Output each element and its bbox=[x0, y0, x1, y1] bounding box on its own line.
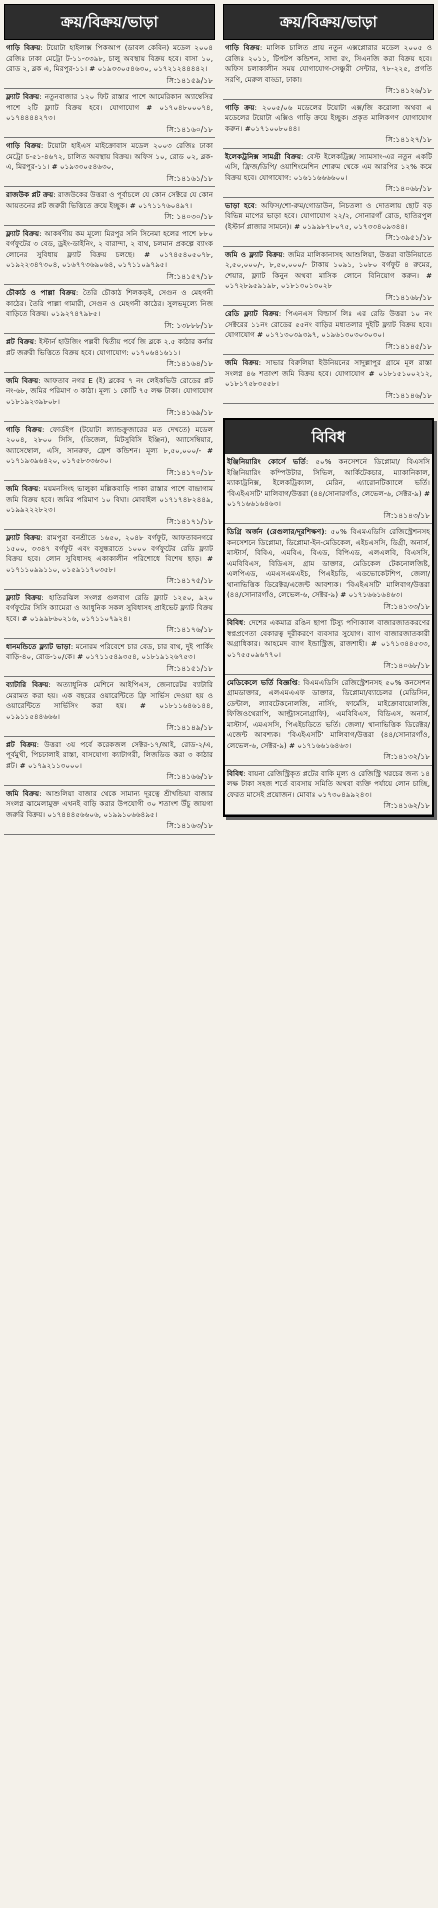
ad-body: : সাভার বিরুলিয়া ইউনিয়নের সাদুল্লাপুর গ্রামে মূল রাস্তা সংলগ্ন ৪৬ শতাংশ জমি বিক্রয় হবে। যোগাযোগ # ০১৮১৫১০০২১২, ০১৮১৭৫৮৩৫৫৮। bbox=[225, 358, 432, 388]
ad-code: সি:১৪১৪৯/১৮ bbox=[166, 723, 213, 732]
misc-section-header: বিবিধ bbox=[225, 420, 432, 454]
ad-text bbox=[227, 678, 430, 752]
ad-text bbox=[6, 642, 213, 663]
ad-title: রাজউক প্লট ক্রয় bbox=[6, 190, 54, 199]
ad-body: : টয়োটা হাইলাক্স পিকআপ (ডাবল কেবিন) মডেল ২০০৪ রেজিঃ ঢাকা মেট্রো ট-১১-৩৩৯৮, চালু অবস্থায় বিক্রয় হবে। বাসা ১০, রোড ২, ব্লক এ, মিরপুর-১১। # ০১৯৩৩০৫৪৬৩০, ০১৭২১২৪৪৪৪২। bbox=[6, 43, 213, 73]
ad-code: সি: ১৩৮৮৮/১৮ bbox=[164, 320, 213, 330]
ad-title: ইলেকট্রনিক্স সামগ্রী বিক্রয় bbox=[225, 151, 301, 161]
ad-code: সি: ১৪০৩০/১৮ bbox=[164, 212, 213, 221]
ad-text bbox=[227, 457, 430, 510]
ad-body: : নতুনবাজার ১২০ ফিট রাস্তার পাশে আমেরিকান অ্যাম্বেসির পাশে ২টি ফ্ল্যাট বিক্রয় হবে। যোগাযোগ # ০১৭০৪৮০০০৭৪, ০১৭৪৪৪৪২৭৩। bbox=[6, 92, 213, 122]
misc-section bbox=[223, 418, 434, 817]
classified-ad bbox=[4, 285, 215, 334]
ad-body: : বায়না রেজিস্ট্রিকৃত প্লটের বাকি মূল্য ও রেজিস্ট্রি খরচের জন্য ১৪ লক্ষ টাকা সহজ শর্তে ব্যবসায় সমিতি অথবা ব্যক্তি পর্যায়ে লোন চাচ্ছি, ফেরত মাসেই প্রয়োজন। মোবাঃ ০১৭৩০৪৯৯২৪৩। bbox=[227, 768, 430, 799]
classified-ad bbox=[225, 454, 432, 524]
classified-ad bbox=[4, 422, 215, 482]
classified-ad bbox=[223, 355, 434, 404]
classified-ad bbox=[223, 247, 434, 307]
ad-title: জমি বিক্রয় bbox=[6, 375, 39, 385]
ad-text bbox=[227, 527, 430, 601]
ad-code: সি:১৪১৬০/১৮ bbox=[166, 124, 213, 134]
ad-body: : ময়মনসিংহ ভালুকা মল্লিকবাড়ি পাকা রাস্তার পাশে বান্দ্রাগাম জমি বিক্রয় হবে। জমির পরিমাণ ১০ বিঘা। মোবাইল ০১৭১৭৪৮২৪৪৯, ০১৯৯২২২৮২৩। bbox=[6, 484, 214, 514]
ad-body: : উত্তরা ৩য় পর্বে করেকজল সেক্টর-১৭/আই, রোড-২/এ, পূর্বমুখী, পিচঢালাই রাস্তা, বাসযোগ্য ক্যাটাগরী, লিজডিড করা ৩ কাঠার প্লট। # ০১৭৯২১১৩০০০। bbox=[6, 739, 213, 770]
ad-code: সি:১৪১২৭/১৮ bbox=[385, 135, 432, 144]
ad-body: : আশুলিয়া বাজার থেকে সামান্য দূরত্বে শ্রীখন্ডিয়া বাজার সংলগ্ন ঝামেলামুক্ত এখনই বাড়ি করার উপযোগী ৩০ শতাংশ উঁচু জায়গা জরুরি বিক্রয়। ০১৭৪৪৪৫৬৬০৬, ০১৯৯১০৬৬৪৯৫। bbox=[6, 788, 213, 819]
ad-code: সি:১৪১৬৯/১৮ bbox=[166, 408, 213, 417]
classified-ad bbox=[223, 306, 434, 355]
classified-ad bbox=[4, 786, 215, 835]
ad-body: : জমির মালিকানাসহ আশুলিয়া, উত্তরা বাউনিয়াতে ২,৫০,০০০/-, ৮,৫০,০০০/- টাকায় ১০৯১, ১০৮০ বর্গফুট ৪ রুমের, শেয়ার, ফ্ল্যাট কিনুন অথবা মাসিক লোনে বিনিয়োগ করুন। # ০১৭২৮৯৫৯১৯৮, ০১৮১৩০১৩০২৮ bbox=[225, 249, 432, 290]
ad-code: সি:১৪১৩২/১৮ bbox=[383, 752, 430, 761]
left-ads-list bbox=[4, 40, 215, 835]
classified-ad bbox=[4, 89, 215, 138]
ad-text bbox=[225, 103, 432, 135]
ad-text bbox=[6, 425, 213, 467]
classified-ad bbox=[225, 615, 432, 675]
right-section-header: ক্রয়/বিক্রয়/ভাড়া bbox=[223, 4, 434, 40]
ad-body: : মালিক চালিত প্রায় নতুন এক্সপ্লোরার মডেল ২০০৫ ও রেজিঃ ২০১১, টিপটপ কন্ডিশন, সাদা রং, সিএনজি করা বিক্রয় হবে। অফিস চলাকালীন সময় যোগাযোগ-সেঞ্চুরী সেন্টার, ৭৮-২২৫, প্রগতি সরণি, মেরুল বাড্ডা, ঢাকা। bbox=[225, 43, 432, 84]
ad-title: ব্যাটারি বিক্রয় bbox=[6, 680, 49, 689]
ad-text bbox=[6, 229, 213, 271]
ad-title: গাড়ি বিক্রয় bbox=[6, 43, 41, 52]
ad-text bbox=[225, 43, 432, 85]
ad-text bbox=[227, 769, 430, 801]
ad-text bbox=[225, 358, 432, 390]
ad-title: জমি ও ফ্ল্যাট বিক্রয় bbox=[225, 249, 283, 259]
ad-body: : ৫০% কনসেশনে ডিপ্লোমা/ বিএসসি ইঞ্জিনিয়ারিং কম্পিউটার, সিভিল, আর্কিটেকচার, ম্যাকানিকাল, ম্যাকাট্রনিক্স, ইলেকট্রিক্যাল, মেরিন, এ্যারোনটিক্যালে ভর্তি। 'বিএইএসটি' মালিবাগ/উত্তরা (৪৪/সোনারগাঁও, লেভেল-৬, সেক্টর-৯) # ০১৭১৬৬১৬৪৬৩। bbox=[227, 457, 430, 508]
classified-ad bbox=[4, 138, 215, 187]
ad-text bbox=[6, 484, 213, 516]
ad-body: : অত্যাধুনিক মেশিনে আইপিএস, জেনারেটর ব্যাটারি মেরামত করা হয়। এক বছরের ওয়ারেন্টিতে ফ্রি সার্ভিস দেওয়া হয় ও ওয়ারেন্টিতে সার্ভিসিং করা হয়। # ০১৮১১৬৪৬১৪৪, ০১৯১১৫৪৪৬৬৬। bbox=[6, 680, 213, 721]
ad-code: সি:১৪১২৬/১৮ bbox=[385, 86, 432, 95]
ad-body: : দেশের একমাত্র রঙিন ছাপা টিস্যু পণ্যিক্যাল বাজারজাতকরণের স্বপ্নপ্রণেতা বেকারত্ব দূরীকরণে ব্যবসার সুযোগ। ব্যাগ বাজারজাতকারী অগ্রাধিকার। আহমেদ ব্যাগ ইন্ডাস্ট্রিজ, রাজশাহী। # ০১৭১৩৪৪৫৩৩, ০১৭৫৫০৯৬৭৭০। bbox=[227, 618, 430, 659]
ad-body: : ফোর্ডইপ (টয়োটা ল্যান্ডক্রুজারের মত দেখতে) মডেল ২০০৪, ২৮০০ সিসি, (ডিজেল, মিটসুবিসি ইঞ্জিন), অ্যাসেম্বিয়ার, অ্যাসেম্বোল, এসি, সানরুফ, ফ্রেশ কন্ডিশন। মূল্য ৮,৫০,০০০/- # ০১৭১৯৩৯৬৪২০, ০১৭৫৮৩৩৬৩০। bbox=[6, 424, 213, 465]
ad-text bbox=[6, 190, 213, 211]
left-column bbox=[4, 0, 215, 835]
ad-body: : ৫০% বিএমএডিসি রেজিস্ট্রেশনসহ কনসেশনে ডিপ্লোমা, ডিপ্লোমা-ইন-মেডিকেল, এইচএসসি, ডিগ্রী, অনার্স, মাস্টার্স, বিবিএ, এমবিএ, বিএড, বিপিএড, এলএলবি, বিএসসি, এমবিবিএস, বিডিএস, গ্রাম ডাক্তার, মেডিকেল টেকনোলজিষ্ট, এলপিএড, এমএসএমএইচ, পিএইচডি, এডভোকেটশিপ, জেলা/থানাভিত্তিক ডিরেক্টর/এজেন্ট আবশ্যক। 'বিএইএসটি' মালিবাগ/উত্তরা (৪৪/সোনারগাঁও, লেভেল-৬, সেক্টর-৯) # ০১৭১৬৬১৬৪৬৩। bbox=[227, 527, 430, 599]
ad-body: : রাজউকের উত্তরা ও পূর্বাচলে যে কোন সেক্টরে যে কোন আয়তনের প্লট জরুরী ভিত্তিতে ক্রয়ে ইচ্ছুক। # ০১৭১১৭৬০৪৯৭। bbox=[6, 190, 213, 210]
ad-text bbox=[6, 593, 213, 625]
ad-code: সি:১৪১৪৩/১৮ bbox=[383, 510, 430, 520]
ad-code: সি:১৩৯৫১/১৮ bbox=[385, 233, 432, 242]
ad-code: সি:১৪১৬৬/১৮ bbox=[166, 772, 213, 781]
ad-code: সি:১৪১৫১/১৮ bbox=[166, 663, 213, 673]
ad-body: : পিএনএস বিল্ডার্স লিঃ এর রেডি উত্তরা ১০ নং সেক্টরের ১১নং রোডের ৫৫নং বাড়ির মধ্যতলার দুইটি ফ্ল্যাট বিক্রয় হবে। যোগাযোগ # ০১৭১৩০৩৯৩৯৭, ০১৯৬১৩০৩০৩০৩০। bbox=[225, 309, 432, 339]
ad-code: সি:১৪১৬১/১৮ bbox=[166, 173, 213, 183]
ad-body: : বিএমএডিসি রেজিস্ট্রেশনসহ ৫০% কনসেশন গ্রামডাক্তার, এলএমএএফ ডাক্তার, ডিপ্লোমা/ব্যাচেলর (মেডিসিন, ডেন্টাল, ল্যাবটেকনোলজি, নার্সিং, ফার্মেসি, মাইক্রোবায়োলজি, ফিজিওথেরাপি, আল্ট্রাসনোগ্রাফি), এমবিবিএস, বিডিএস, অনার্স, মাস্টার্স, এমএসসি, পিএইচডিতে ভর্তি। জেলা/ থানাভিত্তিক ডিরেক্টর/এজেন্ট আবশ্যক। 'বিএইএসটি' মালিবাগ/উত্তরা (৪৪/সোনারগাঁও, লেভেল-৬, সেক্টর-৯) # ০১৭১৬৬১৬৪৬৩। bbox=[227, 677, 431, 750]
classified-ad bbox=[4, 590, 215, 639]
ad-title: গাড়ি বিক্রয় bbox=[225, 43, 260, 52]
ad-title: ইঞ্জিনিয়ারিং কোর্সে ভর্তি bbox=[227, 457, 306, 466]
ad-text bbox=[6, 337, 213, 358]
ad-title: গাড়ি বিক্রয় bbox=[6, 424, 42, 434]
left-section-header: ক্রয়/বিক্রয়/ভাড়া bbox=[4, 4, 215, 40]
ad-code: সি:১৪১৬২/১৮ bbox=[383, 801, 430, 810]
ad-text bbox=[6, 43, 213, 75]
ad-text bbox=[6, 680, 213, 722]
classified-ad bbox=[4, 334, 215, 373]
ad-code: সি:১৪১৫৭/১৮ bbox=[166, 271, 213, 281]
ad-title: চৌকাঠ ও পাল্লা বিক্রয় bbox=[6, 288, 76, 297]
ad-text bbox=[225, 309, 432, 341]
classified-ad bbox=[4, 40, 215, 89]
ad-body: : তৈরি চৌকাঠ শিলকড়ই, সেগুন ও মেহগনী কাঠের। তৈরি পাল্লা গামারী, সেগুন ও মেহগনী কাঠের। সুলভমূল্যে নিজ বাড়িতে বিক্রয়। ০১৯২৭৪৭৯৮৫। bbox=[6, 288, 213, 318]
classified-ad bbox=[223, 149, 434, 198]
ad-code: সি:১৪১৭৫/১৮ bbox=[166, 576, 213, 585]
ad-title: ফ্ল্যাট বিক্রয় bbox=[6, 228, 40, 238]
classified-ad bbox=[4, 639, 215, 678]
classified-ad bbox=[223, 100, 434, 149]
ad-text bbox=[6, 533, 213, 575]
ad-body: : মনোরম পরিবেশে চার বেড, চার বাথ, দুই পার্কিং বাড়ি-৪০, রোড-১০/কে। # ০১৭১১৫৪৯৩৫৪, ০১৮১৯১২৬৭৫৩। bbox=[6, 641, 213, 661]
ad-body: : ২০০৫/০৬ মডেলের টয়োটা এক্স/জি করোলা অথবা এ মডেলের টয়োটা এক্সিও গাড়ি ক্রয়ে ইচ্ছুক। প্রকৃত মালিকগণ যোগাযোগ করুন। #০১৭১০০৮০৪৪। bbox=[225, 102, 432, 133]
ad-body: : ইস্টার্ন হাউজিং পল্লবী দ্বিতীয় পর্বে জি ব্লকে ২.৫ কাঠার কর্নার প্লট জরুরী ভিত্তিতে বিক্রয় হবে। যোগাযোগ: ০১৭০৬৪১৬১১। bbox=[6, 337, 213, 357]
ad-text bbox=[227, 618, 430, 660]
classified-ad bbox=[225, 766, 432, 815]
ad-body: : বেস্ট ইলেকট্রিক্স/ স্যামসাং-এর নতুন একটি এসি, ফ্রিজ/ডিপি/ ওয়াশিংমেশিন শোরুম থেকে এম আরপির ১২% কমে বিক্রয় হবে। যোগাযোগ: ০১৬১১৬৬৬৬০০। bbox=[225, 151, 432, 182]
ad-code: সি:১৪১৭০/১৮ bbox=[166, 467, 213, 477]
ad-code: সি:১৪১৩৩/১৮ bbox=[383, 601, 430, 611]
ad-body: : অফিস/শো-রুম/গোডাউন, নিচতলা ও দোতলায় ছোট বড় বিভিন্ন মাপের ভাড়া হবে। যোগাযোগ ২২/২, সোনারগাঁ রোড, হাতিরপুল (ইস্টার্ন প্লাজার সামনে)। # ০১৯৯৮৭৮০৭৫, ০১৭৩৩৪০৯৩৪৪। bbox=[225, 200, 432, 231]
ad-body: : রামপুরা বনশ্রীতে ১৬৫০, ২০৪৮ বর্গফুট, আফতাবনগরে ১৫০০, ৩৩৪৭ বর্গফুট এবং বসুন্ধরাতে ১০০০ বর্গফুটের রেডি ফ্ল্যাট বিক্রয় হবে। লোন সুবিধাসহ একাকালীন পরিশোধে বিশেষ ছাড়। # ০১৭১১০৯৯১১০, ০১৫৯১১৭০৩৫৮। bbox=[6, 533, 213, 574]
ad-body: : আফতাব নগর E (ই) ব্লকের ৭ নং লেইকভিউ রোডের প্লট নং-৬৮, জমির পরিমাণ ৩ কাঠা। মূল্য ১ কোটি ৭৫ লক্ষ টাকা। যোগাযোগ ০১৮১৯২৩৯৮০৮। bbox=[6, 375, 214, 406]
classified-ad bbox=[4, 481, 215, 530]
ad-text bbox=[6, 740, 213, 772]
classified-ad bbox=[225, 524, 432, 615]
ad-code: সি:১৪১৫৯/১৮ bbox=[166, 75, 213, 85]
ad-text bbox=[6, 789, 213, 821]
classified-ad bbox=[4, 226, 215, 286]
classified-ad bbox=[4, 677, 215, 737]
ad-body: : টয়োটা হাইএস মাইক্রোবাস মডেল ২০০৩ রেজিঃ ঢাকা মেট্রো চ-৫১-৪৬৭২, চালিত অবস্থায় বিক্রয়। অফিস ১০, রোড ০২, ব্লক-এ, মিরপুর-১১। # ০১৯৩৩০৫৪৬৩০, bbox=[6, 141, 213, 171]
misc-ads-list bbox=[225, 454, 432, 815]
ad-code: সি:১৪১৬৪/১৮ bbox=[166, 359, 213, 368]
classified-ad bbox=[4, 187, 215, 226]
ad-code: সি:১৪১৭৬/১৮ bbox=[166, 625, 213, 634]
ad-title: গাড়ি ক্রয় bbox=[225, 102, 255, 112]
classified-ad bbox=[223, 40, 434, 100]
ad-title: জমি বিক্রয় bbox=[6, 484, 39, 493]
ad-title: ভাড়া হবে bbox=[225, 200, 255, 210]
ad-text bbox=[6, 288, 213, 320]
right-column bbox=[223, 0, 434, 817]
ad-code: সি:১৪১৬৮/১৮ bbox=[385, 292, 432, 302]
classified-ad bbox=[225, 675, 432, 766]
ad-text bbox=[225, 152, 432, 184]
right-ads-list bbox=[223, 40, 434, 404]
ad-text bbox=[225, 250, 432, 292]
ad-text bbox=[225, 201, 432, 233]
ad-title: জমি বিক্রয় bbox=[225, 358, 259, 367]
classified-ad bbox=[4, 737, 215, 786]
ad-code: সি:১৪১৬৩/১৮ bbox=[166, 821, 213, 830]
ad-code: সি:১৪০৬৮/১৮ bbox=[385, 184, 432, 193]
ad-title: জমি বিক্রয় bbox=[6, 788, 40, 798]
classified-ad bbox=[4, 530, 215, 590]
ad-code: সি:১৪০৬৮/১৮ bbox=[383, 661, 430, 670]
ad-title: বিবিধ bbox=[227, 768, 244, 778]
ad-title: প্লট বিক্রয় bbox=[6, 739, 37, 749]
ad-title: ধানমন্ডিতে ফ্ল্যাট ভাড়া bbox=[6, 641, 71, 651]
classified-ad bbox=[4, 373, 215, 422]
ad-code: সি:১৪১৭১/১৮ bbox=[166, 516, 213, 526]
ad-title: ফ্ল্যাট বিক্রয় bbox=[6, 92, 40, 101]
ad-code: সি:১৪১৪৬/১৮ bbox=[385, 390, 432, 400]
ad-title: মেডিকেলে ভর্তি বিজ্ঞপ্তি bbox=[227, 677, 298, 687]
ad-code: সি:১৪১৪৫/১৮ bbox=[385, 341, 432, 351]
ad-title: ডিগ্রি অর্জন (রেগুলার/দূরশিক্ষণ) bbox=[227, 527, 325, 536]
ad-title: ফ্ল্যাট বিক্রয় bbox=[6, 533, 41, 542]
ad-title: রেডি ফ্ল্যাট বিক্রয় bbox=[225, 309, 279, 318]
ad-body: : আকর্ষণীয় কম মূল্যে মিরপুর সনি সিনেমা হলের পাশে ৮৮০ বর্গফুটের ৩ বেড, ড্রইং-ডাইনিং, ২ বারান্দা, ২ বাথ, চলমান প্রকল্পে ব্যাংক লোনের সুবিধায় ফ্ল্যাট বিক্রয় চলছে। # ০১৭৪৫৪০৫০৭৮, ০১৯২২৩৪৭৩০৪, ০১৬৭৭৩৬৯০৬৪, ০১৭১১০৯৭৯৫। bbox=[6, 228, 213, 269]
ad-title: বিবিধ bbox=[227, 618, 244, 627]
ad-body: : হাতিরঝিল সংলগ্ন গুলবাগ রেডি ফ্ল্যাট ১২৫০, ৯২০ বর্গফুটের সিসি ক্যামেরা ও আধুনিক সকল সুবিধাসহ প্রাইভেট ফ্ল্যাট বিক্রয় হবে। # ০১৯৯৮৬০২১৬, ০১৭১১০৭৯২৪। bbox=[6, 592, 213, 623]
ad-text bbox=[6, 92, 213, 124]
ad-title: গাড়ি বিক্রয় bbox=[6, 141, 41, 150]
classified-ad bbox=[223, 198, 434, 247]
ad-text bbox=[6, 141, 213, 173]
ad-text bbox=[6, 376, 213, 408]
ad-title: ফ্ল্যাট বিক্রয় bbox=[6, 592, 42, 602]
ad-title: প্লট বিক্রয় bbox=[6, 337, 34, 346]
